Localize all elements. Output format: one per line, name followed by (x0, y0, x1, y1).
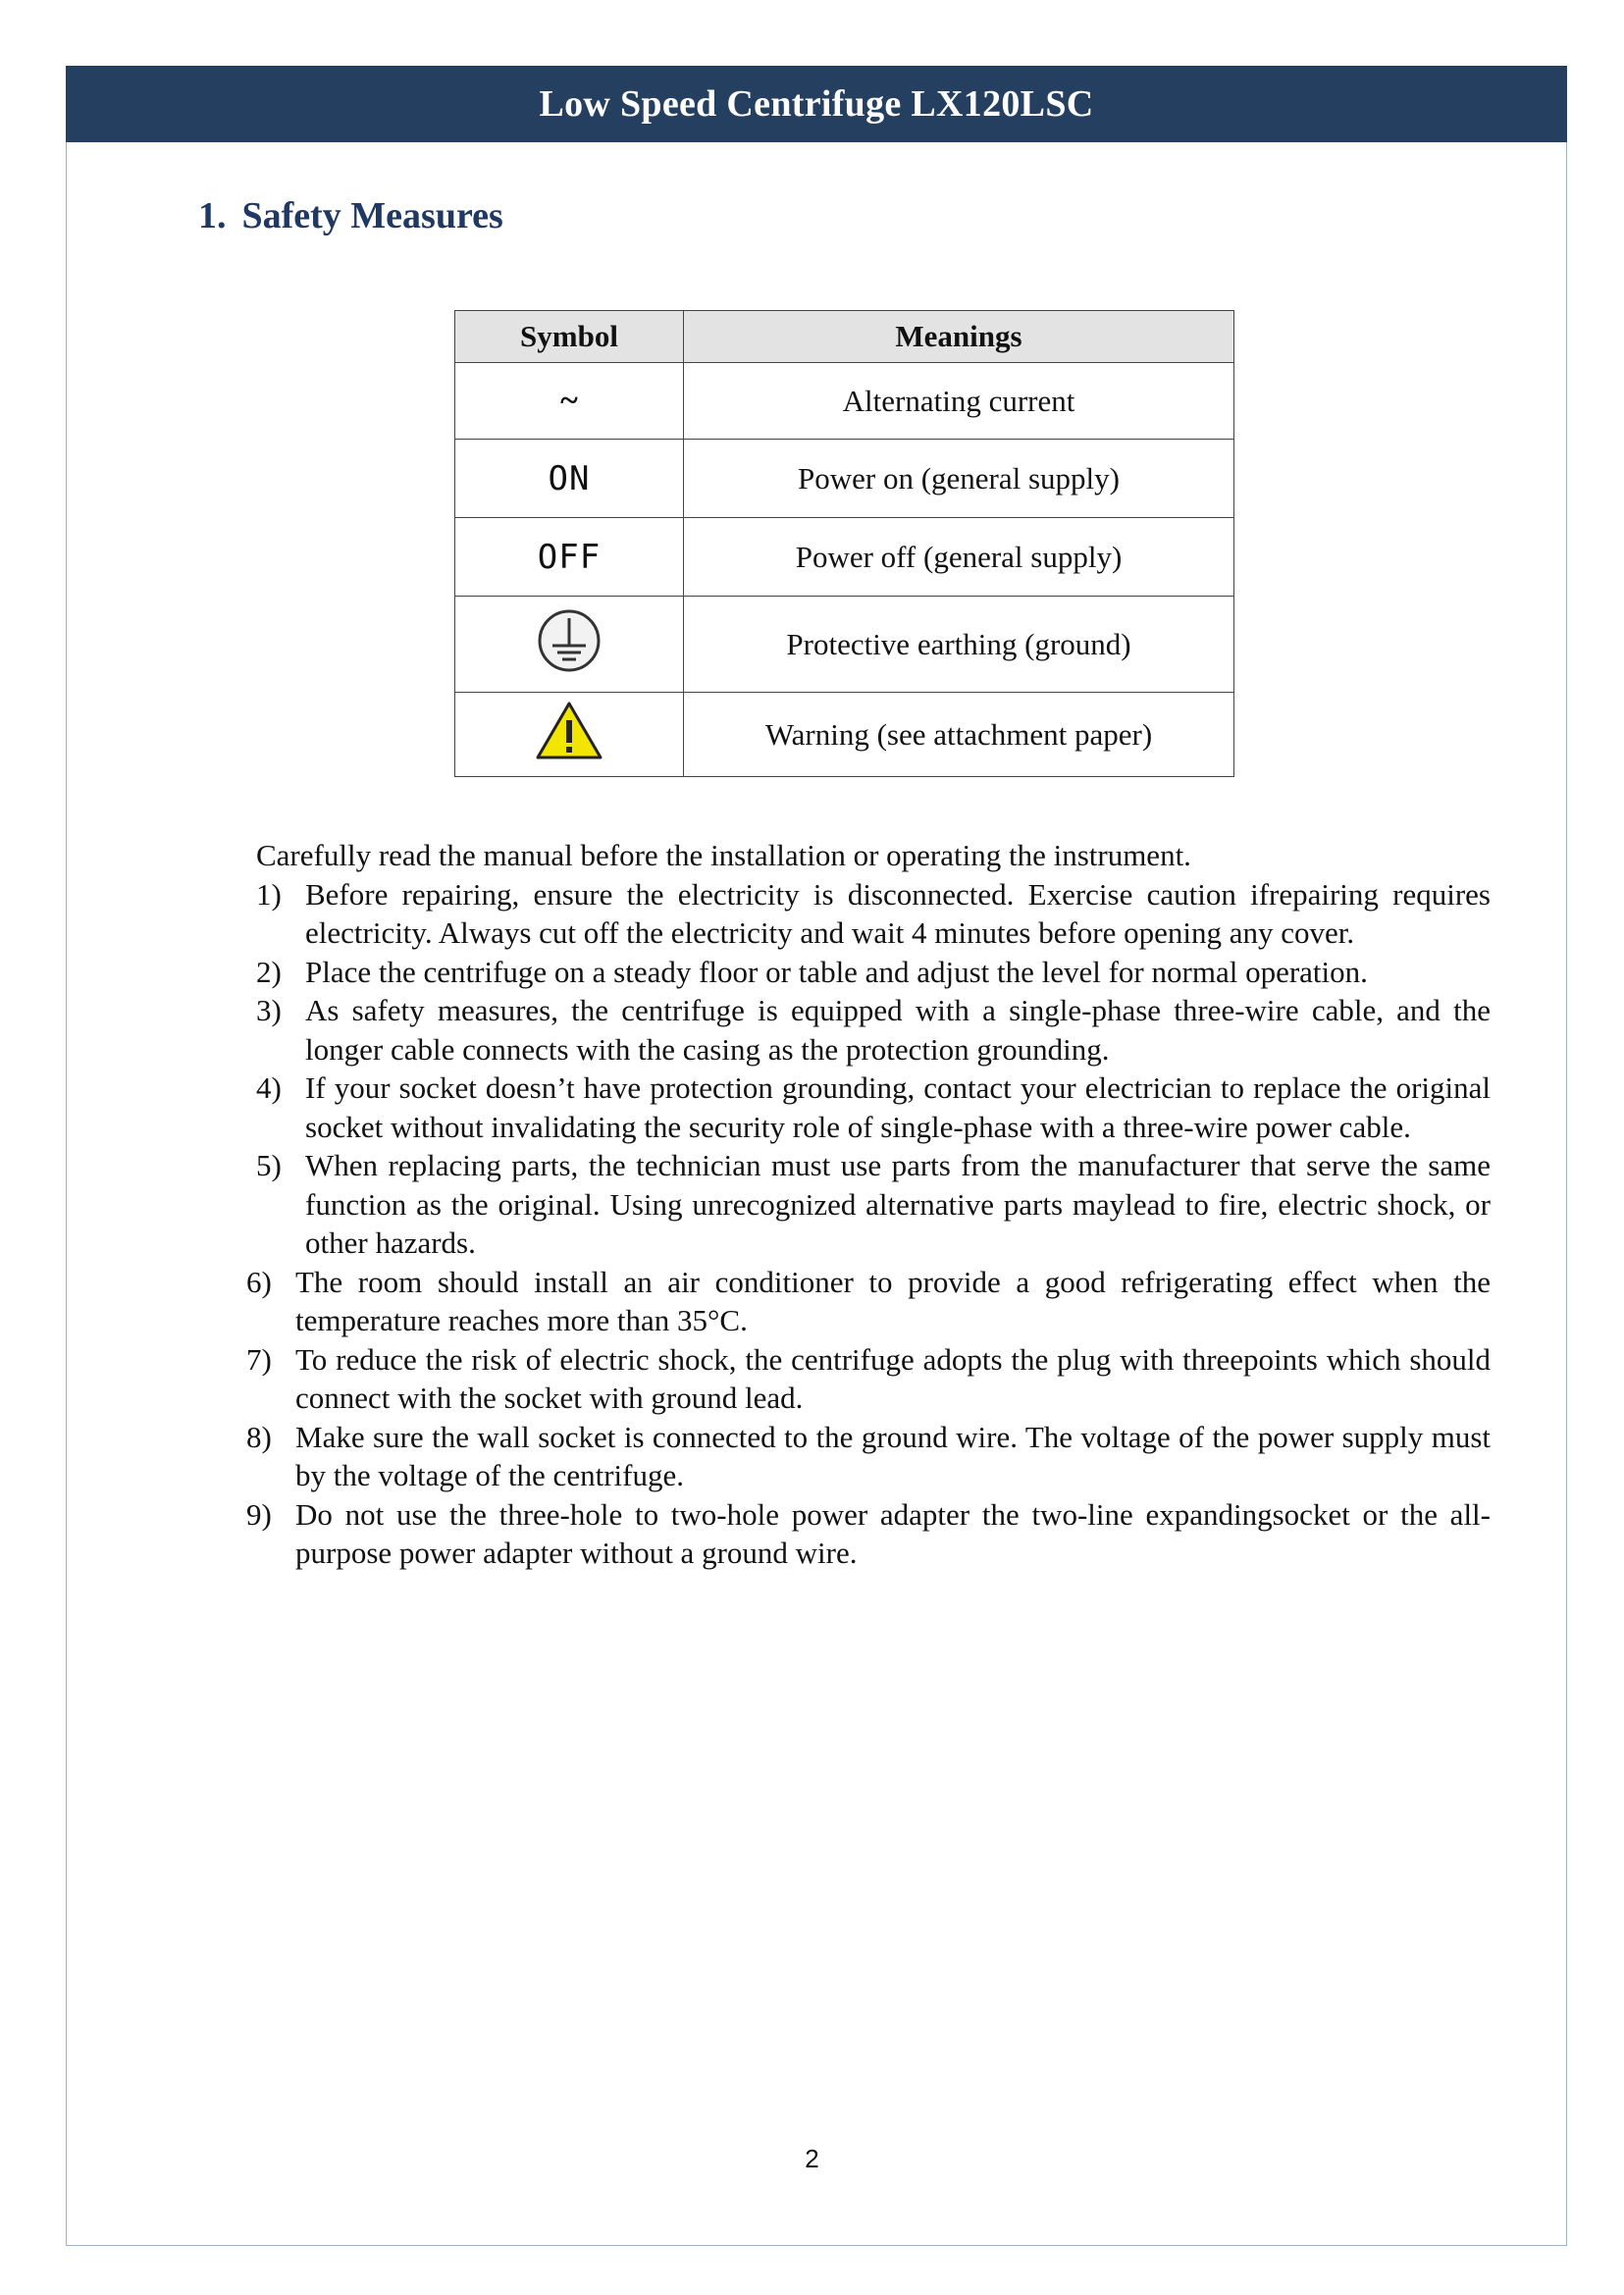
item-number: 5) (256, 1148, 282, 1182)
item-number: 3) (256, 993, 282, 1027)
item-text: Make sure the wall socket is connected to the ground wire. The voltage of the power supply must by the voltage of the centrifuge. (295, 1419, 1491, 1492)
section-number: 1. (198, 195, 227, 236)
document-title: Low Speed Centrifuge LX120LSC (539, 83, 1094, 125)
table-row (455, 363, 1234, 440)
table-row (455, 597, 1234, 693)
symbol-cell (455, 363, 684, 440)
meaning-cell: Alternating current (684, 363, 1234, 440)
warning-triangle-icon (535, 701, 603, 761)
item-number: 6) (246, 1264, 272, 1299)
header-meanings: Meanings (684, 311, 1234, 363)
meaning-cell: Power off (general supply) (684, 518, 1234, 597)
item-number: 9) (246, 1496, 272, 1532)
page-number: 2 (805, 2144, 819, 2173)
symbol-cell (455, 440, 684, 518)
symbol-cell (455, 597, 684, 693)
table-row (455, 518, 1234, 597)
intro-paragraph: Carefully read the manual before the installation or operating the instrument. (256, 838, 1191, 872)
header-symbol: Symbol (455, 311, 684, 363)
off-symbol: OFF (537, 537, 602, 577)
on-symbol: ON (548, 458, 591, 498)
list-item (246, 1418, 1491, 1495)
item-text: Before repairing, ensure the electricity is disconnected. Exercise caution ifrepairing requires electricity. Always cut off the electricity and wait 4 minutes before opening any cover. (305, 876, 1491, 950)
section-title: Safety Measures (241, 195, 503, 236)
item-number: 7) (246, 1341, 272, 1377)
list-item (246, 1495, 1491, 1573)
safety-text (246, 836, 1491, 1573)
item-text: Place the centrifuge on a steady floor or table and adjust the level for normal operation. (305, 954, 1368, 989)
item-text: If your socket doesn’t have protection grounding, contact your electrician to replace the original socket without invalidating the security role of single-phase with a three-wire power cable. (305, 1070, 1491, 1144)
item-text: When replacing parts, the technician must use parts from the manufacturer that serve the same function as the original. Using unrecognized alternative parts maylead to fire, electric shock, or other hazards. (305, 1148, 1491, 1260)
item-text: To reduce the risk of electric shock, the centrifuge adopts the plug with threepoints which should connect with the socket with ground lead. (295, 1341, 1491, 1415)
protective-earth-icon (535, 606, 603, 675)
table-row (455, 440, 1234, 518)
list-item (256, 953, 1491, 992)
meaning-cell: Power on (general supply) (684, 440, 1234, 518)
item-number: 8) (246, 1419, 272, 1454)
symbol-cell (455, 693, 684, 777)
meaning-cell: Protective earthing (ground) (684, 597, 1234, 693)
list-item (246, 1263, 1491, 1340)
item-number: 4) (256, 1070, 282, 1105)
item-text: The room should install an air conditioner to provide a good refrigerating effect when the temperature reaches more than 35°C. (295, 1264, 1491, 1337)
item-number: 1) (256, 876, 282, 912)
meaning-cell: Warning (see attachment paper) (684, 693, 1234, 777)
list-item (256, 875, 1491, 953)
table-row (455, 693, 1234, 777)
list-item (246, 1340, 1491, 1418)
list-item (256, 1069, 1491, 1146)
list-item (256, 1146, 1491, 1263)
item-text: Do not use the three-hole to two-hole power adapter the two-line expandingsocket or the all-purpose power adapter without a ground wire. (295, 1496, 1491, 1570)
list-item (256, 991, 1491, 1069)
section-heading (198, 194, 503, 237)
item-text: As safety measures, the centrifuge is equipped with a single-phase three-wire cable, and the longer cable connects with the casing as the protection grounding. (305, 993, 1491, 1067)
symbol-cell (455, 518, 684, 597)
safety-rules-list (246, 875, 1491, 1573)
tilde-icon: ~ (560, 382, 578, 419)
item-number: 2) (256, 954, 282, 989)
table-header-row (455, 311, 1234, 363)
header-bar (66, 66, 1567, 142)
symbols-table (454, 310, 1234, 777)
